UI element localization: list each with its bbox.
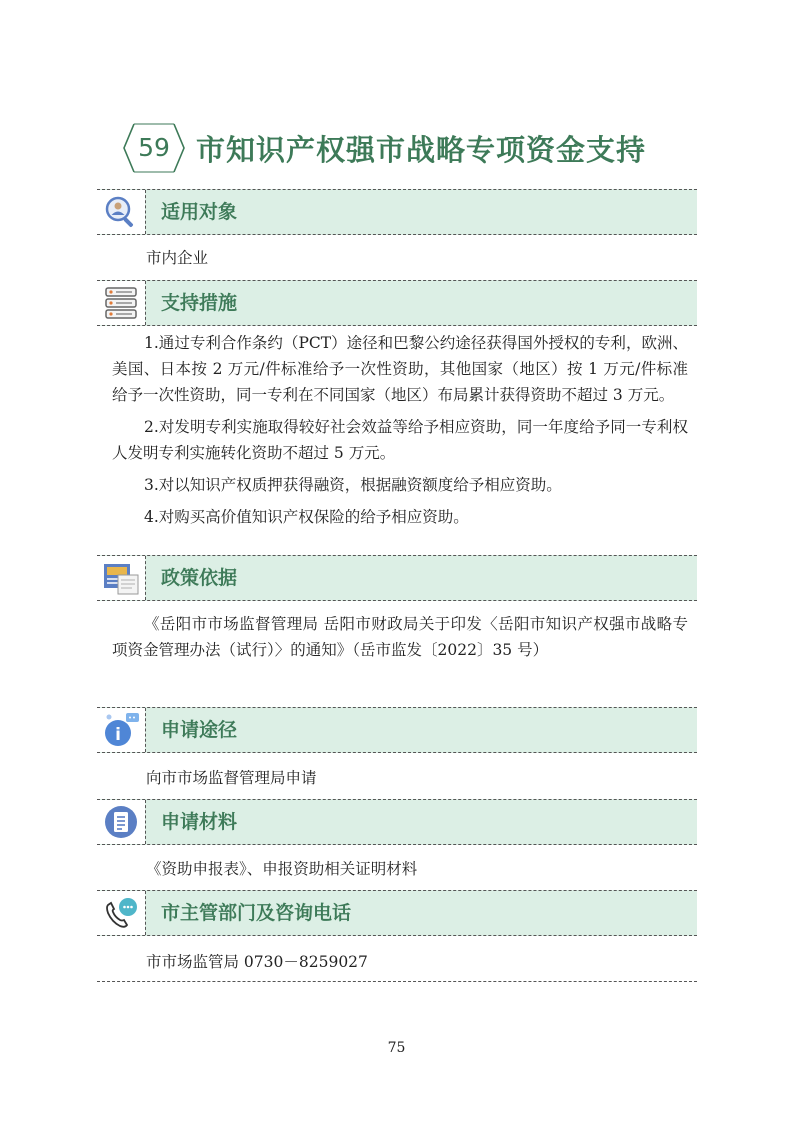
basis-text: 《岳阳市市场监督管理局 岳阳市财政局关于印发〈岳阳市知识产权强市战略专项资金管理办法（试行）〉的通知》（岳市监发〔2022〕35 号） bbox=[112, 615, 688, 659]
channel-text: 向市市场监督管理局申请 bbox=[146, 769, 317, 787]
info-chat-icon bbox=[97, 708, 145, 752]
section-label: 支持措施 bbox=[161, 292, 238, 314]
measure-item: 2.对发明专利实施取得较好社会效益等给予相应资助，同一年度给予同一专利权人发明专利实施转化资助不超过 5 万元。 bbox=[112, 418, 688, 462]
section-label: 适用对象 bbox=[161, 201, 238, 223]
page-number: 75 bbox=[387, 1040, 406, 1056]
section-label: 市主管部门及咨询电话 bbox=[161, 902, 352, 924]
section-header-basis bbox=[97, 555, 697, 601]
section-header-materials bbox=[97, 799, 697, 845]
basis-block bbox=[112, 611, 688, 669]
section-label: 政策依据 bbox=[161, 567, 238, 589]
list-document-icon bbox=[97, 800, 145, 844]
item-number: 59 bbox=[138, 133, 170, 162]
item-number-badge bbox=[122, 122, 186, 174]
section-end-divider bbox=[97, 981, 697, 982]
section-header-channel bbox=[97, 707, 697, 753]
section-label: 申请途径 bbox=[161, 719, 238, 741]
contact-text: 市市场监管局 0730－8259027 bbox=[146, 953, 368, 971]
page-title-block bbox=[122, 120, 646, 176]
measure-item: 3.对以知识产权质押获得融资，根据融资额度给予相应资助。 bbox=[144, 476, 562, 494]
svg-text:i: i bbox=[115, 725, 121, 745]
measure-item: 1.通过专利合作条约（PCT）途径和巴黎公约途径获得国外授权的专利，欧洲、美国、日本按 2 万元/件标准给予一次性资助，其他国家（地区）按 1 万元/件标准给予一次性资助，同一专利在不同国家（地区）布局累计获得资助不超过 3 万元。 bbox=[112, 334, 688, 404]
page-title: 市知识产权强市战略专项资金支持 bbox=[196, 132, 647, 167]
measure-item: 4.对购买高价值知识产权保险的给予相应资助。 bbox=[144, 508, 469, 526]
magnifier-person-icon bbox=[97, 190, 145, 234]
section-header-contact bbox=[97, 890, 697, 936]
server-list-icon bbox=[97, 281, 145, 325]
section-header-measures bbox=[97, 280, 697, 326]
measures-list bbox=[112, 330, 688, 536]
target-text: 市内企业 bbox=[146, 249, 209, 267]
section-label: 申请材料 bbox=[161, 811, 238, 833]
materials-text: 《资助申报表》、申报资助相关证明材料 bbox=[146, 860, 418, 878]
phone-chat-icon bbox=[97, 891, 145, 935]
document-icon bbox=[97, 556, 145, 600]
section-header-target bbox=[97, 189, 697, 235]
